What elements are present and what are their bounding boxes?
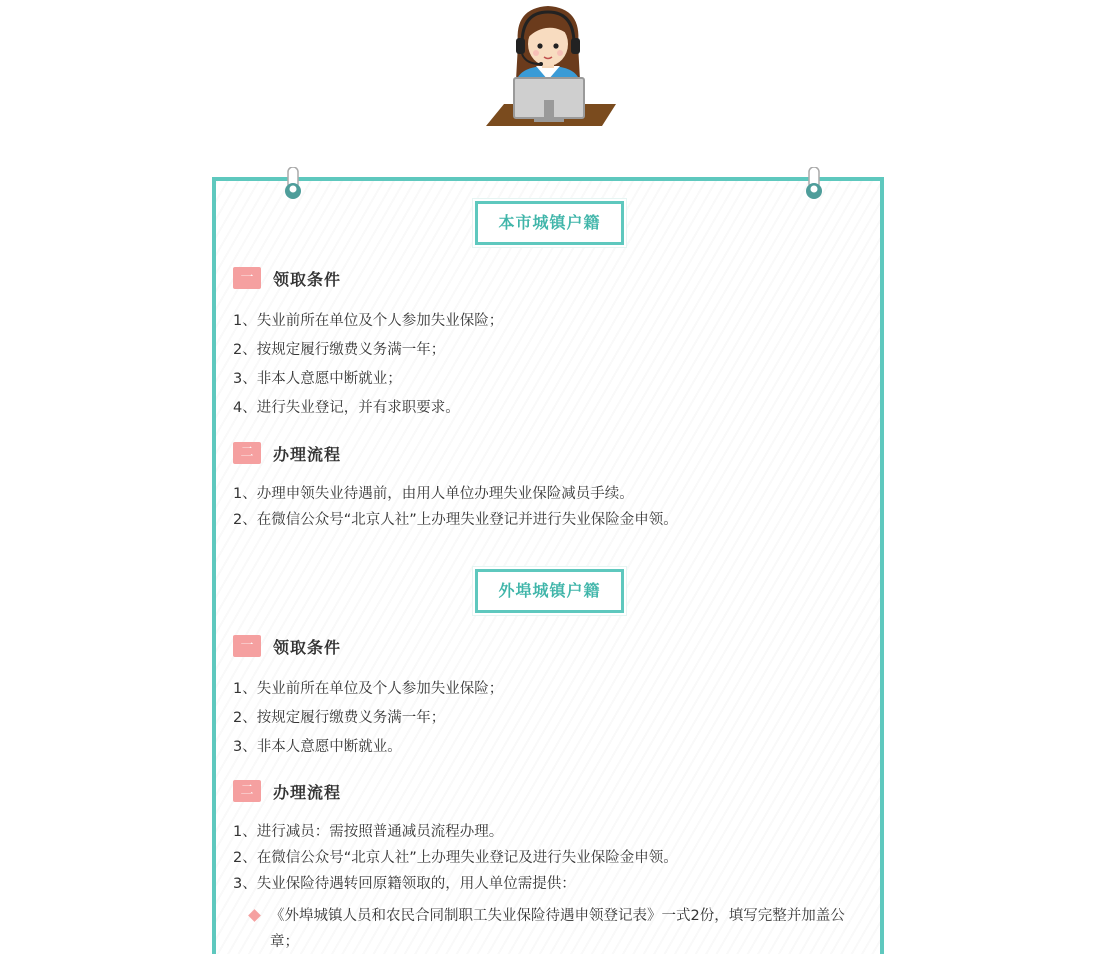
list-item: 2、按规定履行缴费义务满一年； bbox=[233, 342, 446, 358]
customer-service-agent-icon bbox=[484, 0, 620, 130]
conditions-list bbox=[233, 307, 503, 423]
list-item: 3、失业保险待遇转回原籍领取的，用人单位需提供： bbox=[233, 876, 576, 892]
section-number-badge: 一 bbox=[233, 635, 261, 657]
section-heading-label: 办理流程 bbox=[273, 782, 342, 802]
section-heading-process bbox=[233, 779, 341, 803]
list-item: 4、进行失业登记，并有求职要求。 bbox=[233, 400, 460, 416]
section-heading-label: 领取条件 bbox=[273, 269, 342, 289]
process-list bbox=[233, 819, 678, 897]
binder-ring-icon bbox=[805, 167, 823, 201]
info-board bbox=[212, 177, 884, 954]
section-number-badge: 二 bbox=[233, 780, 261, 802]
list-item: 1、进行减员：需按照普通减员流程办理。 bbox=[233, 824, 504, 840]
list-item: 3、非本人意愿中断就业； bbox=[233, 371, 402, 387]
list-item: 2、在微信公众号“北京人社”上办理失业登记及进行失业保险金申领。 bbox=[233, 850, 678, 866]
section-number-badge: 二 bbox=[233, 442, 261, 464]
binder-ring-icon bbox=[284, 167, 302, 201]
section-heading-label: 领取条件 bbox=[273, 637, 342, 657]
list-item: 3、非本人意愿中断就业。 bbox=[233, 739, 402, 755]
section-title-nonlocal: 外埠城镇户籍 bbox=[475, 569, 624, 613]
list-item: 1、失业前所在单位及个人参加失业保险； bbox=[233, 313, 504, 329]
section-heading-process bbox=[233, 441, 341, 465]
list-item: 1、失业前所在单位及个人参加失业保险； bbox=[233, 681, 504, 697]
process-list bbox=[233, 481, 678, 533]
conditions-list bbox=[233, 675, 503, 762]
section-number-badge: 一 bbox=[233, 267, 261, 289]
list-item: 1、办理申领失业待遇前，由用人单位办理失业保险减员手续。 bbox=[233, 486, 634, 502]
bullet-text: 《外埠城镇人员和农民合同制职工失业保险待遇申领登记表》一式2份，填写完整并加盖公章； bbox=[270, 908, 845, 950]
bullet-item bbox=[250, 903, 850, 954]
list-item: 2、在微信公众号“北京人社”上办理失业登记并进行失业保险金申领。 bbox=[233, 512, 678, 528]
list-item: 2、按规定履行缴费义务满一年； bbox=[233, 710, 446, 726]
section-title-local: 本市城镇户籍 bbox=[475, 201, 624, 245]
section-heading-conditions bbox=[233, 634, 341, 658]
diamond-bullet-icon bbox=[248, 909, 261, 922]
section-heading-label: 办理流程 bbox=[273, 444, 342, 464]
section-heading-conditions bbox=[233, 266, 341, 290]
